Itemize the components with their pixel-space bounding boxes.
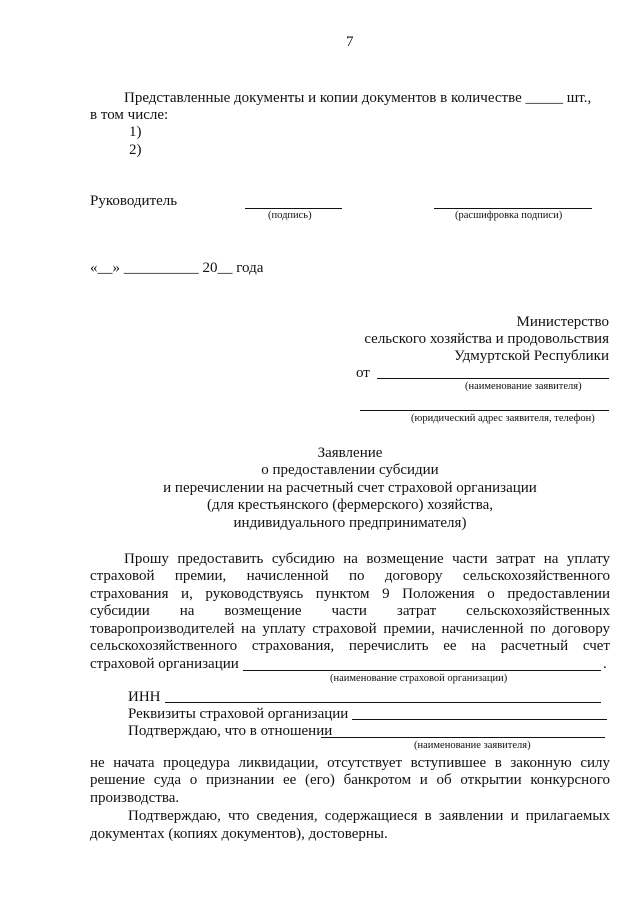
signature-role: Руководитель (90, 193, 178, 209)
signature-caption: (подпись) (268, 210, 312, 221)
address-line (360, 410, 609, 411)
addressee-line-1: Министерство (516, 314, 609, 330)
insurer-label: страховой организации (90, 656, 239, 672)
inn-line (165, 702, 601, 703)
title-line-5: индивидуального предпринимателя) (233, 515, 467, 531)
body-p3-line-1: Подтверждаю, что сведения, содержащиеся в заявлении и прилагаемых (128, 808, 610, 824)
body-p1-line-6: сельскохозяйственного страхования, перечислить ее на расчетный счет (90, 638, 610, 654)
body-p1-line-5: товаропроизводителей на уплату страховой премии, начисленной по договору (90, 621, 610, 637)
name-line (434, 208, 592, 209)
documents-count-line: Представленные документы и копии документов в количестве _____ шт., (124, 90, 592, 106)
confirm-applicant-line (321, 737, 605, 738)
address-caption: (юридический адрес заявителя, телефон) (411, 413, 595, 424)
body-p2-line-3: производства. (90, 790, 180, 806)
signature-line (245, 208, 342, 209)
body-p2-line-2: решение суда о признании ее (его) банкротом и об открытии конкурсного (90, 772, 610, 788)
body-p1-line-2: страховой премии, начисленной по договору сельскохозяйственного (90, 568, 610, 584)
body-p1-line-4: субсидии на возмещение части затрат сельскохозяйственных (90, 603, 610, 619)
from-label: от (356, 365, 370, 381)
page-number: 7 (346, 34, 354, 50)
insurer-line-end: . (603, 656, 607, 672)
title-line-2: о предоставлении субсидии (261, 462, 439, 478)
body-p3-line-2: документах (копиях документов), достоверны. (90, 826, 388, 842)
body-p1-line-3: страхования и, руководствуясь пунктом 9 Положения о предоставлении (90, 586, 610, 602)
addressee-line-3: Удмуртской Республики (454, 348, 609, 364)
confirm-applicant-caption: (наименование заявителя) (414, 740, 531, 751)
insurer-caption: (наименование страховой организации) (330, 673, 508, 684)
confirm-label: Подтверждаю, что в отношении (128, 723, 333, 739)
body-p1-line-1: Прошу предоставить субсидию на возмещение части затрат на уплату (124, 551, 610, 567)
requisites-label: Реквизиты страховой организации (128, 706, 349, 722)
documents-including: в том числе: (90, 107, 169, 123)
body-p2-line-1: не начата процедура ликвидации, отсутствует вступившее в законную силу (90, 755, 610, 771)
requisites-line (352, 719, 607, 720)
name-caption: (расшифровка подписи) (455, 210, 563, 221)
title-line-4: (для крестьянского (фермерского) хозяйства, (206, 497, 494, 513)
applicant-line (377, 378, 609, 379)
insurer-line (243, 670, 601, 671)
documents-item-1: 1) (129, 124, 142, 140)
title-line-3: и перечислении на расчетный счет страховой организации (163, 480, 537, 496)
date-line: «__» __________ 20__ года (90, 260, 264, 276)
applicant-caption: (наименование заявителя) (465, 381, 582, 392)
addressee-line-2: сельского хозяйства и продовольствия (364, 331, 609, 347)
documents-item-2: 2) (129, 142, 142, 158)
title-line-1: Заявление (317, 445, 383, 461)
inn-label: ИНН (128, 689, 161, 705)
